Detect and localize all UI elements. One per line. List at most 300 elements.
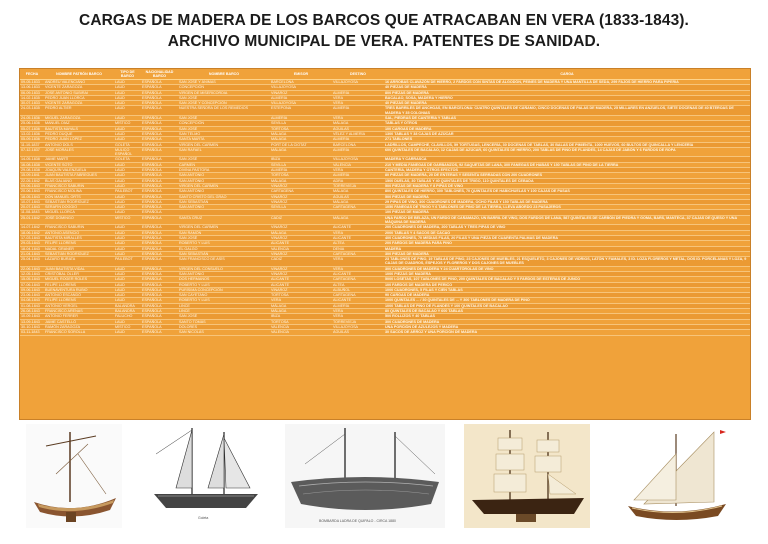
boat-name-cell: SAN JOSÉ — [178, 116, 270, 121]
cargo-cell: 16 ARROBAS CLAVAZÓN DE HIERRO, 2 FARDOS CON SINTAS DE ALGODÓN, PEINES DE MADERA Y UNA MANTILLA DE SEDA, 299 FAJOS DE HIERRO PARA PIPERIA — [384, 80, 750, 85]
destination-cell: VÉLEZ Y ALMERÍA — [332, 131, 384, 136]
nationality-cell: ESPAÑOLA — [141, 314, 178, 319]
date-cell: 20-06-1843 — [20, 189, 44, 194]
date-cell: 25-06-1836 — [20, 121, 44, 126]
boat-name-cell: DIVINA PASTORA — [178, 168, 270, 173]
boat-name-cell: ROBERTO Y LUIS — [178, 282, 270, 287]
destination-cell: CARTAGENA — [332, 251, 384, 256]
boat-type-cell: LAUD — [114, 205, 141, 210]
date-cell: 14-02-1835 — [20, 95, 44, 100]
date-cell: 21-04-1843 — [20, 251, 44, 256]
issuer-cell: VINAROZ — [270, 271, 332, 276]
boat-type-cell: LAUD — [114, 266, 141, 271]
cargo-cell: 40 PIEZAS DE MADERA — [384, 85, 750, 90]
destination-cell: CARTAGENA — [332, 293, 384, 298]
nationality-cell: ESPAÑOLA — [141, 230, 178, 235]
nationality-cell: ESPAÑOLA — [141, 85, 178, 90]
date-cell: 14-07-1842 — [20, 225, 44, 230]
captain-cell: BUENAVENTURA RUBIO — [44, 287, 114, 292]
cargo-cell: 800 PIEZAS DE MADERA — [384, 90, 750, 95]
ship-photos-strip — [0, 424, 768, 544]
captain-cell: FELIPE LLORENS — [44, 298, 114, 303]
boat-name-cell: SAN JOSÉ — [178, 235, 270, 240]
boat-name-cell: ROBERTO Y LUIS — [178, 298, 270, 303]
nationality-cell: ESPAÑOLA — [141, 194, 178, 199]
boat-name-cell: SAN JOSÉ — [178, 314, 270, 319]
destination-cell: ALICANTE — [332, 225, 384, 230]
issuer-cell: ALMERÍA — [270, 168, 332, 173]
boat-type-cell: MÍSTICO — [114, 324, 141, 329]
table-row — [20, 330, 750, 335]
table-row — [20, 142, 750, 147]
destination-cell: MÁLAGA — [332, 215, 384, 225]
destination-cell: ADRA — [332, 178, 384, 183]
cargo-cell: LADRILLOS, CAMPECHE, CLAVILLOS, 59 TORTUGAS, LENCERÍA, 30 DOCENAS DE TABLAS, 30 BALAS DE PIMIENTA, 1000 HUEVOS, 60 BULTOS DE QUINCALLA Y LENCERÍA — [384, 142, 750, 147]
issuer-cell: CÁDIZ — [270, 257, 332, 267]
captain-cell: JOSÉ ANTONIO SUBIRAI — [44, 90, 114, 95]
boat-name-cell: DOS HERMANOS — [178, 277, 270, 282]
boat-type-cell: LAUD — [114, 116, 141, 121]
date-cell: 20-07-1843 — [20, 205, 44, 210]
captain-cell: SEBASTIÁN RODRÍGUEZ — [44, 251, 114, 256]
boat-name-cell: CONCEPCIÓN — [178, 85, 270, 90]
date-cell: 18-04-1843 — [20, 246, 44, 251]
cargo-cell: SAL, PIEDRAS DE CANTERÍA Y TABLAS — [384, 116, 750, 121]
cargo-cell: BACALAO, SOSA, MADERA Y HIERRO — [384, 95, 750, 100]
captain-cell: DON MANUEL ORTS — [44, 194, 114, 199]
nationality-cell: ESPAÑOLA — [141, 319, 178, 324]
nationality-cell: ESPAÑOLA — [141, 131, 178, 136]
destination-cell: VERA — [332, 95, 384, 100]
destination-cell: VERA — [332, 230, 384, 235]
date-cell: 16-08-1838 — [20, 162, 44, 167]
date-cell: 30-07-1833 — [20, 101, 44, 106]
nationality-cell: ESPAÑOLA — [141, 235, 178, 240]
column-header: NACIONALIDAD BARCO — [141, 69, 178, 80]
boat-type-cell: LAUD — [114, 137, 141, 142]
boat-type-cell: LAUD — [114, 210, 141, 215]
cargo-cell: 40 PIEZAS DE MADERA — [384, 101, 750, 106]
destination-cell: CARTAGENA — [332, 205, 384, 210]
captain-cell: JAIME MARTÍ — [44, 157, 114, 162]
boat-type-cell: PAILEBOT — [114, 189, 141, 194]
nationality-cell: ESPAÑOLA — [141, 298, 178, 303]
boat-type-cell: LAUD — [114, 271, 141, 276]
destination-cell: VERA — [332, 266, 384, 271]
date-cell: 30-10-1843 — [20, 324, 44, 329]
column-header: DESTINO — [332, 69, 384, 80]
table-header-row — [20, 69, 750, 80]
captain-cell: NADAL GRANER — [44, 246, 114, 251]
destination-cell: ALBUÑOL — [332, 287, 384, 292]
issuer-cell: MÁLAGA — [270, 131, 332, 136]
date-cell: 10-09-1843 — [20, 314, 44, 319]
date-cell: 24-05-1836 — [20, 116, 44, 121]
cargo-cell: CANTERÍA, MADERA Y OTROS EFECTOS — [384, 168, 750, 173]
boat-type-cell: LAUD — [114, 173, 141, 178]
issuer-cell: VINAROZ — [270, 183, 332, 188]
captain-cell: JUAN BAUTISTA VIDAL — [44, 266, 114, 271]
boat-type-cell: LAUD — [114, 178, 141, 183]
nationality-cell: ESPAÑOLA — [141, 271, 178, 276]
cargo-cell: 100 FARDOS DE MADERA DE PERICO — [384, 282, 750, 287]
title-line-2: ARCHIVO MUNICIPAL DE VERA. PATENTES DE SANIDAD. — [167, 33, 601, 50]
date-cell: 13-02-1836 — [20, 131, 44, 136]
boat-type-cell: LAUD — [114, 183, 141, 188]
issuer-cell: VALENCIA — [270, 246, 332, 251]
nationality-cell: ESPAÑOLA — [141, 90, 178, 95]
date-cell: 07-12-1837 — [20, 147, 44, 157]
cargo-cell: 500 ROLLIZOS Y 40 TABLAS — [384, 314, 750, 319]
date-cell: 18-05-1843 — [20, 194, 44, 199]
boat-name-cell: SAN JOSÉ — [178, 126, 270, 131]
destination-cell: ALMERÍA — [332, 106, 384, 116]
boat-name-cell: EL GALGO — [178, 246, 270, 251]
date-cell: 15-09-1841 — [20, 173, 44, 178]
boat-type-cell: LAUD — [114, 168, 141, 173]
boat-name-cell: ROBERTO Y LUIS — [178, 241, 270, 246]
captain-cell: ANTONIO ESCANDÓ — [44, 293, 114, 298]
captain-cell: BAUTISTA MIRALLES — [44, 235, 114, 240]
nationality-cell: ESPAÑOLA — [141, 80, 178, 85]
date-cell: 17-03-1843 — [20, 235, 44, 240]
boat-name-cell: VIRGEN DEL CARMEN — [178, 225, 270, 230]
cargo-cell: 600 QUINTALES DE BACALAO, 12 CAJAS DE AZÚCAR, 60 QUINTALES DE HIERRO, 200 TABLAS DE PINO DE FLANDES, 14 CAJAS DE JABÓN Y 6 FARDOS DE ROPA — [384, 147, 750, 157]
cargo-cell: 300 CUADRONES DE MADERA — [384, 319, 750, 324]
issuer-cell: VINAROZ — [270, 266, 332, 271]
boat-name-cell: VIRGEN DEL CARMEN — [178, 183, 270, 188]
destination-cell: VILLAJOYOSA — [332, 324, 384, 329]
date-cell: 13-09-1843 — [20, 319, 44, 324]
captain-cell: JOSÉ DOMINGO — [44, 215, 114, 225]
issuer-cell: MÁLAGA — [270, 309, 332, 314]
destination-cell: VERA — [332, 257, 384, 267]
boat-name-cell: VIRGEN DE MISERICORDIA — [178, 90, 270, 95]
nationality-cell: ESPAÑOLA — [141, 266, 178, 271]
date-cell: 12-05-1843 — [20, 271, 44, 276]
cargo-cell: TABLAS Y OTROS — [384, 121, 750, 126]
boat-type-cell: LAUD — [114, 246, 141, 251]
destination-cell: ALTEA — [332, 241, 384, 246]
boat-name-cell: SAN SEBASTIÁN — [178, 199, 270, 204]
boat-type-cell: GOLETA — [114, 142, 141, 147]
boat-type-cell: LAUD — [114, 251, 141, 256]
destination-cell: TORREVIEJA — [332, 319, 384, 324]
cargo-cell: 30 SACOS DE ARROZ Y UNA PORCIÓN DE MADERA — [384, 330, 750, 335]
issuer-cell: IBIZA — [270, 157, 332, 162]
captain-cell: PEDRO JUAN LLORCA — [44, 95, 114, 100]
date-cell: 09-06-1843 — [20, 183, 44, 188]
boat-name-cell: SAN TELMO — [178, 131, 270, 136]
cargo-cell: 800 QUINTALES DE HIERRO, 300 TABLONES, 70 QUINTALES DE HABICHUELAS Y 100 CAJAS DE PASAS — [384, 189, 750, 194]
captain-cell: PEDRO ALTIER — [44, 106, 114, 116]
destination-cell: ÁGUILAS — [332, 194, 384, 199]
boat-name-cell: SAN JOSÉ Y ÁNIMAS — [178, 80, 270, 85]
nationality-cell: ESPAÑOLA — [141, 199, 178, 204]
destination-cell: MÁLAGA — [332, 121, 384, 126]
boat-type-cell: LAUD — [114, 282, 141, 287]
captain-cell: FRANCISCO SOROLLA — [44, 330, 114, 335]
nationality-cell: ESPAÑOLA — [141, 189, 178, 194]
cargo-cell: 300 CUADRONES DE MADERA Y 24 CUARTÓROLAS DE VINO — [384, 266, 750, 271]
boat-type-cell: LAUD — [114, 95, 141, 100]
cargo-cell: TRES BARRILES DE ANCHOAS, EN BARCELONA: CUATRO QUINTALES DE CÁÑAMO, CINCO DOCENAS DE PALAS DE MADERA, 25 MILLARES EN ANZUELOS, SIETE DOCENAS DE 40 BTEROAS DE MADERA Y 35 COLONIAS — [384, 106, 750, 116]
boat-name-cell: SAN ANTONIO — [178, 189, 270, 194]
boat-name-cell: SANTO CRISTO DEL GRAO — [178, 194, 270, 199]
table-row — [20, 147, 750, 157]
boat-name-cell: SAN JOSÉ — [178, 95, 270, 100]
boat-name-cell: LINCE — [178, 303, 270, 308]
boat-type-cell: LAUD — [114, 225, 141, 230]
captain-cell: ANTONIO DOLS — [44, 142, 114, 147]
boat-type-cell: LAUD — [114, 287, 141, 292]
issuer-cell: ALMERÍA — [270, 95, 332, 100]
boat-name-cell: SAN ANTONIO — [178, 178, 270, 183]
cargo-cell: 29 PIPAS DE VINO, 300 CUADRONES DE MADERA, OCHO FILAS Y 150 TABLAS DE MADERA — [384, 199, 750, 204]
captain-cell: LÁZARO BURATA — [44, 257, 114, 267]
issuer-cell: VINAROZ — [270, 199, 332, 204]
boat-type-cell: LAUD — [114, 90, 141, 95]
issuer-cell: VILLAJOYOSA — [270, 101, 332, 106]
destination-cell: ALMERÍA — [332, 147, 384, 157]
captain-cell: PEDRO JUAN LÓPEZ — [44, 137, 114, 142]
captain-cell: ANTONIO FERRER — [44, 314, 114, 319]
boat-name-cell: SAN SEBASTIÁN — [178, 251, 270, 256]
boat-type-cell: LAUD — [114, 131, 141, 136]
boat-name-cell: SANTO TOMÁS — [178, 319, 270, 324]
destination-cell: ÁGUILAS — [332, 126, 384, 131]
cargo-cell: 100 CARGAS DE MADERA — [384, 126, 750, 131]
date-cell: 25-01-1842 — [20, 215, 44, 225]
issuer-cell: CARTAGENA — [270, 189, 332, 194]
captain-cell: BAUTISTA MAYALS — [44, 126, 114, 131]
destination-cell: VERA — [332, 168, 384, 173]
captain-cell: SERAFÍN DOGGIO — [44, 205, 114, 210]
cargo-cell: 500 PIEZAS DE MADERA Y 8 PIPAS DE VINO — [384, 183, 750, 188]
lateen-sail-boat-icon — [614, 424, 738, 528]
title-line-1: CARGAS DE MADERA DE LOS BARCOS QUE ATRACABAN EN VERA (1833-1843). — [79, 12, 689, 29]
destination-cell: ALICANTE — [332, 298, 384, 303]
boat-type-cell: MÍSTICO — [114, 121, 141, 126]
nationality-cell: ESPAÑOLA — [141, 101, 178, 106]
captain-cell: JOAQUÍN VALENZUELA — [44, 168, 114, 173]
captain-cell: ANTONIO VERGEL — [44, 303, 114, 308]
boat-name-cell: DOLORES — [178, 324, 270, 329]
issuer-cell: VINAROZ — [270, 194, 332, 199]
destination-cell: ALMERÍA — [332, 303, 384, 308]
destination-cell: VERA — [332, 101, 384, 106]
date-cell: 06-09-1833 — [20, 90, 44, 95]
boat-type-cell: LAUD — [114, 319, 141, 324]
laud-boat-model-icon — [26, 424, 122, 528]
captain-cell: JOSÉ MORALES — [44, 147, 114, 157]
boat-type-cell: LAUD — [114, 230, 141, 235]
issuer-cell: ESTEPONA — [270, 106, 332, 116]
nationality-cell: ESPAÑOLA — [141, 173, 178, 178]
cargo-cell: 1000 PIEZAS DE MADERA — [384, 271, 750, 276]
cargo-cell: 500 PIEZAS DE MADERA — [384, 194, 750, 199]
captain-cell: CRISTÓBAL OLLER — [44, 271, 114, 276]
destination-cell: VERA — [332, 314, 384, 319]
boat-type-cell: LAUD — [114, 199, 141, 204]
nationality-cell: ESPAÑOLA — [141, 303, 178, 308]
cargo-table — [20, 69, 750, 336]
issuer-cell: TORTOSA — [270, 126, 332, 131]
issuer-cell: MÁLAGA — [270, 178, 332, 183]
nationality-cell: ESPAÑOLA — [141, 241, 178, 246]
destination-cell: DENIA — [332, 246, 384, 251]
captain-cell: VICENTE ZARAGOZA — [44, 101, 114, 106]
issuer-cell: ALICANTE — [270, 241, 332, 246]
boat-name-cell: NUESTRA SEÑORA DE LOS REMEDIOS — [178, 106, 270, 116]
captain-cell: SEBASTIÁN RODRÍGUEZ — [44, 199, 114, 204]
boat-type-cell: LAUD — [114, 106, 141, 116]
cargo-cell: 23 TABLONES DE PINO, 19 TABLAS DE PINO, 23 CAJONES DE MUEBLES, 21 ESQUELETO, 3 CAJONES DE VIDRIOS, LATÓN Y FAMALES, 3 ID. LOZA FLOREROS Y METAL, DOS ID. PORCELANAS Y LOZA, 9 CAJAS DE CUADROS, ESPEJOS Y FLOREROS Y DOS CAJONES DE MUEBLES — [384, 257, 750, 267]
destination-cell: ÁGUILAS — [332, 330, 384, 335]
nationality-cell: ESPAÑOLA — [141, 282, 178, 287]
cargo-cell: 1050 FANEGAS DE TRIGO Y 6 TABLONES DE PINO DE LA TIERRA, LLEVA ABORDO 23 PASAJEROS — [384, 205, 750, 210]
cargo-cell: 210 Y MEDIA FANEGAS DE GARBANZOS, 92 SAQUETAS DE LANA, 300 FANEGAS DE HABAS Y 150 TABLAS DE PINO DE LA TIERRA — [384, 162, 750, 167]
cargo-cell: 1500 DUELAS, 30 TABLAS Y 40 QUINTALES DE TRIGO, 110 QUINTALES DE CEBADA — [384, 178, 750, 183]
captain-cell: RAMÓN ZARAGOZA — [44, 324, 114, 329]
captain-cell: JAIME CASTELLÓ — [44, 319, 114, 324]
destination-cell: ALMERÍA — [332, 173, 384, 178]
cargo-cell: UNA PORCIÓN DE AZULEJOS Y MADERA — [384, 324, 750, 329]
column-header: NOMBRE PATRÓN BARCO — [44, 69, 114, 80]
captain-cell: MANUEL DÍAZ — [44, 121, 114, 126]
nationality-cell: ESPAÑOLA — [141, 215, 178, 225]
boat-type-cell: LAUD — [114, 293, 141, 298]
bombarda-caption: BOMBARDA LADRA DE QUIPALO - CIRCA 1880 — [319, 519, 396, 523]
date-cell: 18-06-1842 — [20, 230, 44, 235]
cargo-cell: MADERA Y CARRASCA — [384, 157, 750, 162]
boat-type-cell: BALANDRA — [114, 303, 141, 308]
cargo-cell: 200 CUADRONES DE MADERA, 200 TABLAS Y TRES PIPAS DE VINO — [384, 225, 750, 230]
nationality-cell: ESPAÑOLA — [141, 168, 178, 173]
issuer-cell: VILLAJOYOSA — [270, 85, 332, 90]
captain-cell: FRANCISCO SABURIN — [44, 225, 114, 230]
boat-name-cell: SAN FRANCISCO DE ASÍS — [178, 257, 270, 267]
nationality-cell: ESPAÑOLA — [141, 293, 178, 298]
nationality-cell: ESPAÑOLA — [141, 246, 178, 251]
boat-type-cell: LAUD — [114, 330, 141, 335]
boat-name-cell: SAN JOSÉ — [178, 157, 270, 162]
captain-cell: MIGUEL ZARAGOZA — [44, 116, 114, 121]
destination-cell: ALMERÍA — [332, 90, 384, 95]
issuer-cell: IBIZA — [270, 314, 332, 319]
boat-type-cell: BALANDRA — [114, 309, 141, 314]
cargo-cell: 400 CUADRONES, 70 MEDIAS FILAS, 20 FILAS Y UNA PIEZA DE CUARENTA PALMAS DE MADERA — [384, 235, 750, 240]
nationality-cell: ESPAÑOLA — [141, 205, 178, 210]
boat-type-cell: FALUCHO — [114, 314, 141, 319]
captain-cell: JUAN BAUTISTA FÁBREGUES — [44, 173, 114, 178]
destination-cell: VERA — [332, 116, 384, 121]
cargo-cell: 271 TABLONES — [384, 137, 750, 142]
boat-type-cell: LAUD — [114, 298, 141, 303]
date-cell: 03-11-1843 — [20, 330, 44, 335]
nationality-cell: ESPAÑOLA — [141, 257, 178, 267]
destination-cell: ALICANTE — [332, 271, 384, 276]
column-header: FECHA — [20, 69, 44, 80]
cargo-cell: 1000 CUADRONES, 5 FILAS Y CIEN TABLAS — [384, 287, 750, 292]
issuer-cell: CÁDIZ — [270, 215, 332, 225]
column-header: CARGA — [384, 69, 750, 80]
destination-cell: BARCELONA — [332, 142, 384, 147]
column-header: NOMBRE BARCO — [178, 69, 270, 80]
cargo-cell: 1000 TABLAS DE PINO DE FLANDES Y 100 QUINTALES DE BACALAO — [384, 303, 750, 308]
boat-name-cell: SAN ANTONIO — [178, 173, 270, 178]
boat-type-cell: LAUD — [114, 235, 141, 240]
page-title — [0, 10, 768, 52]
nationality-cell: ESPAÑOLA — [141, 225, 178, 230]
date-cell: 23-06-1843 — [20, 293, 44, 298]
nationality-cell: ESPAÑOLA — [141, 147, 178, 157]
date-cell: 29-03-1843 — [20, 241, 44, 246]
engraving-caption: Goleta — [198, 516, 209, 520]
boat-type-cell: LAUD — [114, 126, 141, 131]
issuer-cell: MÁLAGA — [270, 147, 332, 157]
captain-cell: FRANCISCO SABURIN — [44, 183, 114, 188]
captain-cell: PEDRO DUQUE — [44, 131, 114, 136]
issuer-cell: ALICANTE — [270, 282, 332, 287]
nationality-cell: ESPAÑOLA — [141, 137, 178, 142]
issuer-cell: VINAROZ — [270, 90, 332, 95]
cargo-cell: 2000 TABLAS Y 4 SACOS DE CACAO — [384, 230, 750, 235]
issuer-cell: MÁLAGA — [270, 230, 332, 235]
issuer-cell: SEVILLA — [270, 162, 332, 167]
destination-cell: VILLAJOYOSA — [332, 80, 384, 85]
cargo-cell: 200 FARDOS DE MADERA PARA PINO — [384, 241, 750, 246]
issuer-cell: SEVILLA — [270, 121, 332, 126]
table-row — [20, 257, 750, 267]
destination-cell: ALMERÍA — [332, 137, 384, 142]
nationality-cell: ESPAÑOLA — [141, 95, 178, 100]
date-cell: 11-08-1843 — [20, 210, 44, 215]
cargo-cell: 90 CARGAS DE MADERA — [384, 293, 750, 298]
captain-cell: ANTONIO ASENCIO — [44, 230, 114, 235]
date-cell: 09-05-1833 — [20, 80, 44, 85]
destination-cell: TORREVIEJA — [332, 183, 384, 188]
column-header: TIPO DE BARCO — [114, 69, 141, 80]
date-cell: 09-06-1843 — [20, 287, 44, 292]
captain-cell: FELIPE LLORENS — [44, 241, 114, 246]
nationality-cell: ESPAÑOLA — [141, 324, 178, 329]
cargo-cell: 80 PIEZAS DE MADERA, 20 DE ENTERAS Y SESENTA SERRADAS CON 200 CUADRONES — [384, 173, 750, 178]
cargo-cell: 1300 TABLAS Y 38 CAJAS DE AZÚCAR — [384, 131, 750, 136]
nationality-cell: ESPAÑOLA — [141, 277, 178, 282]
boat-name-cell: SAN JOSÉ Y CONCEPCIÓN — [178, 101, 270, 106]
date-cell: 05-09-1836 — [20, 137, 44, 142]
issuer-cell: VALENCIA — [270, 330, 332, 335]
boat-type-cell: LAUD — [114, 80, 141, 85]
boat-type-cell: LAUD — [114, 101, 141, 106]
nationality-cell: ESPAÑOLA — [141, 309, 178, 314]
captain-cell: FELIPE LLORENS — [44, 282, 114, 287]
nationality-cell: ESPAÑOLA — [141, 157, 178, 162]
captain-cell: VICENTE ZARAGOZA — [44, 85, 114, 90]
issuer-cell: TORTOSA — [270, 173, 332, 178]
date-cell: 01-08-1843 — [20, 303, 44, 308]
boat-name-cell: PURÍSIMA CONCEPCIÓN — [178, 287, 270, 292]
boat-type-cell: LAUD — [114, 194, 141, 199]
date-cell: 13-06-1833 — [20, 85, 44, 90]
destination-cell: MÁLAGA — [332, 199, 384, 204]
nationality-cell: ESPAÑOLA — [141, 210, 178, 215]
boat-name-cell: SAN NICOLÁS — [178, 330, 270, 335]
cargo-cell: 300 PIEZAS DE MADERA — [384, 251, 750, 256]
table-body — [20, 80, 750, 336]
table-row — [20, 106, 750, 116]
